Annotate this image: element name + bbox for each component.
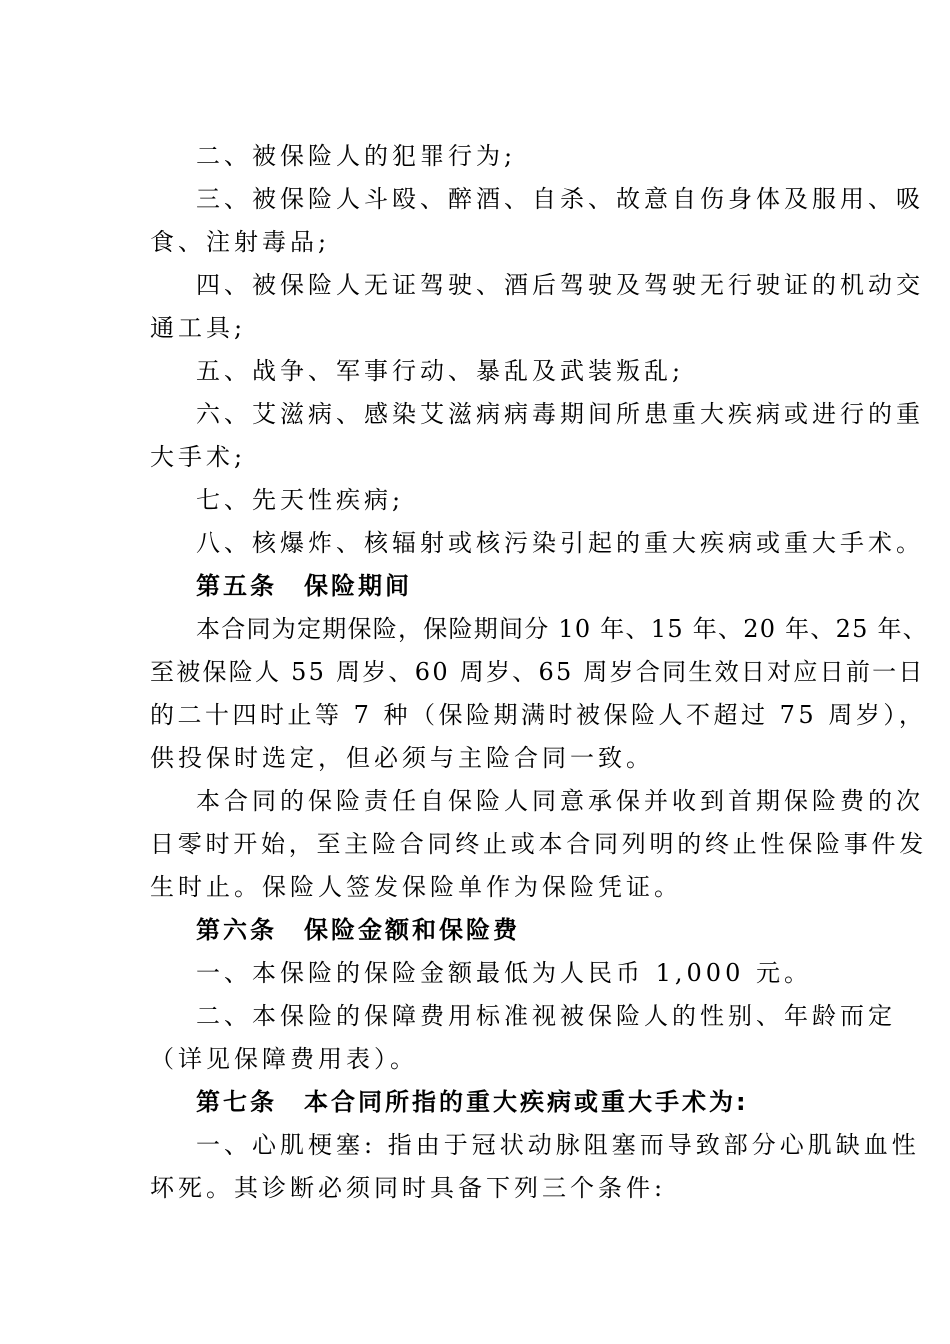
article-6-item-2: 二、本保险的保障费用标准视被保险人的性别、年龄而定 xyxy=(196,1002,896,1030)
article-5-paragraph-1-cont: 至被保险人 55 周岁、60 周岁、65 周岁合同生效日对应日前一日 xyxy=(150,658,925,686)
article-5-paragraph-2-cont: 生时止。保险人签发保险单作为保险凭证。 xyxy=(150,873,682,901)
exclusion-item-7: 七、先天性疾病; xyxy=(196,486,405,514)
exclusion-item-8: 八、核爆炸、核辐射或核污染引起的重大疾病或重大手术。 xyxy=(196,529,924,557)
exclusion-item-4-cont: 通工具; xyxy=(150,314,247,342)
article-6-item-1: 一、本保险的保险金额最低为人民币 1,000 元。 xyxy=(196,959,812,987)
article-5-heading: 第五条 保险期间 xyxy=(196,572,412,600)
exclusion-item-3-cont: 食、注射毒品; xyxy=(150,228,331,256)
article-5-paragraph-2: 本合同的保险责任自保险人同意承保并收到首期保险费的次 xyxy=(196,787,924,815)
exclusion-item-5: 五、战争、军事行动、暴乱及武装叛乱; xyxy=(196,357,685,385)
exclusion-item-6-cont: 大手术; xyxy=(150,443,247,471)
article-6-item-2-cont: （详见保障费用表）。 xyxy=(150,1045,418,1073)
article-5-paragraph-2-cont: 日零时开始，至主险合同终止或本合同列明的终止性保险事件发 xyxy=(150,830,927,858)
exclusion-item-4: 四、被保险人无证驾驶、酒后驾驶及驾驶无行驶证的机动交 xyxy=(196,271,924,299)
article-7-item-1: 一、心肌梗塞: 指由于冠状动脉阻塞而导致部分心肌缺血性 xyxy=(196,1131,920,1159)
article-6-heading: 第六条 保险金额和保险费 xyxy=(196,916,520,944)
article-7-item-1-cont: 坏死。其诊断必须同时具备下列三个条件: xyxy=(150,1174,667,1202)
exclusion-item-6: 六、艾滋病、感染艾滋病病毒期间所患重大疾病或进行的重 xyxy=(196,400,924,428)
article-5-paragraph-1-cont: 的二十四时止等 7 种（保险期满时被保险人不超过 75 周岁）， xyxy=(150,701,927,729)
article-5-paragraph-1-cont: 供投保时选定，但必须与主险合同一致。 xyxy=(150,744,654,772)
article-7-heading: 第七条 本合同所指的重大疾病或重大手术为: xyxy=(196,1088,749,1116)
article-5-paragraph-1: 本合同为定期保险，保险期间分 10 年、15 年、20 年、25 年、 xyxy=(196,615,929,643)
exclusion-item-2: 二、被保险人的犯罪行为; xyxy=(196,142,517,170)
exclusion-item-3: 三、被保险人斗殴、醉酒、自杀、故意自伤身体及服用、吸 xyxy=(196,185,924,213)
